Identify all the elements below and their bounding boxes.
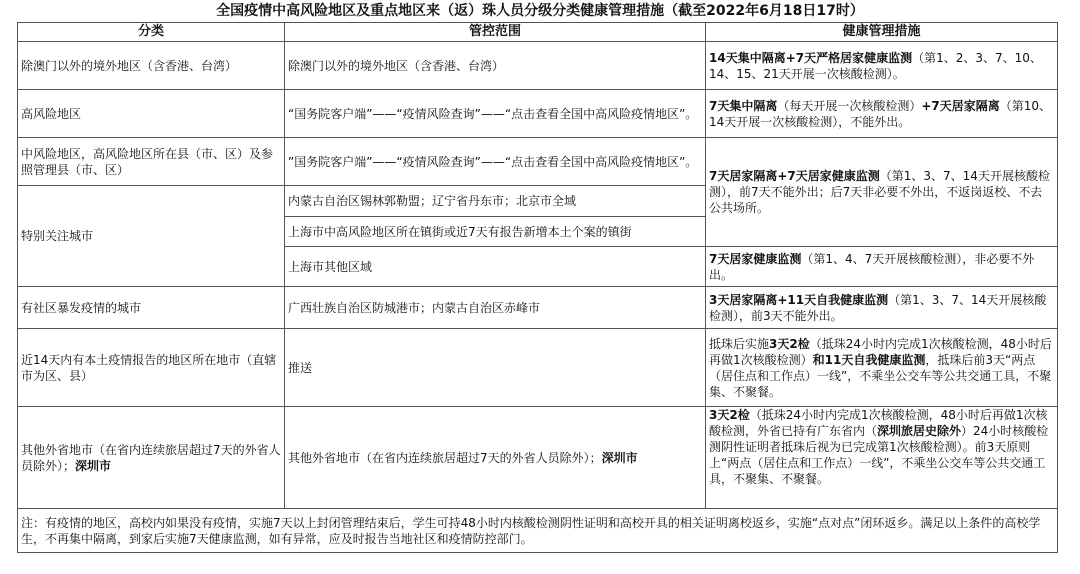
cell-category: 有社区暴发疫情的城市: [18, 287, 285, 329]
cell-category: 除澳门以外的境外地区（含香港、台湾）: [18, 42, 285, 90]
measure-bold: 3天2检: [769, 336, 810, 351]
category-text: 其他外省地市（在省内连续旅居超过7天的外省人员除外）；: [21, 442, 281, 473]
category-bold: 深圳市: [75, 458, 112, 473]
header-category: 分类: [18, 23, 285, 42]
cell-category: [18, 407, 285, 509]
cell-measure: [706, 42, 1058, 90]
cell-scope: 上海市中高风险地区所在镇街或近7天有报告新增本土个案的镇街: [285, 217, 706, 247]
cell-measure-merged: [706, 138, 1058, 247]
measure-bold: 14天集中隔离+7天严格居家健康监测: [709, 50, 913, 65]
policy-table: [17, 22, 1058, 553]
measure-text: （第1、3、7、14天开展核酸检测），前7天不能外出；后7天非必要不外出，不返岗返校、不去公共场所。: [709, 169, 1050, 215]
measure-text: ，抵珠后前3天“两点（居住点和工作点）一线”，不乘坐公交车等公共交通工具，不聚集、不聚餐。: [709, 352, 1052, 399]
table-row: [18, 287, 1058, 329]
cell-measure: [706, 329, 1058, 407]
cell-scope: 除澳门以外的境外地区（含香港、台湾）: [285, 42, 706, 90]
measure-text: ）24小时核酸检测阴性证明者抵珠后视为已完成第1次核酸检测）。前3天原则上“两点（居住点和工作点）一线”，不乘坐公交车等公共交通工具，不聚集、不聚餐。: [709, 424, 1049, 486]
measure-text: （抵珠24小时内完成1次核酸检测，48小时后再做1次核酸检测，外省已持有广东省内（: [709, 408, 1048, 438]
cell-category: 高风险地区: [18, 90, 285, 138]
table-row: [18, 407, 1058, 509]
cell-measure: [706, 247, 1058, 287]
measure-bold: 3天居家隔离+11天自我健康监测: [709, 292, 889, 307]
measure-text: （第1、4、7天开展核酸检测），非必要不外出。: [709, 251, 1035, 282]
cell-category: 近14天内有本土疫情报告的地区所在地市（直辖市为区、县）: [18, 329, 285, 407]
scope-text: 其他外省地市（在省内连续旅居超过7天的外省人员除外）；: [288, 450, 602, 465]
cell-measure: [706, 407, 1058, 509]
cell-scope: “国务院客户端”——“疫情风险查询”——“点击查看全国中高风险疫情地区”。: [285, 90, 706, 138]
measure-bold: 深圳旅居史除外: [877, 424, 962, 438]
table-row: [18, 42, 1058, 90]
cell-scope: ”国务院客户端”——“疫情风险查询”——“点击查看全国中高风险疫情地区”。: [285, 138, 706, 186]
measure-bold: 7天居家隔离+7天居家健康监测: [709, 169, 880, 183]
cell-category: 特别关注城市: [18, 186, 285, 287]
measure-bold: 3天2检: [709, 408, 750, 422]
measure-text: （每天开展一次核酸检测）: [777, 98, 922, 113]
table-row: [18, 329, 1058, 407]
cell-scope: [285, 407, 706, 509]
cell-scope: 广西壮族自治区防城港市；内蒙古自治区赤峰市: [285, 287, 706, 329]
cell-category: 中风险地区，高风险地区所在县（市、区）及参照管理县（市、区）: [18, 138, 285, 186]
page-title: 全国疫情中高风险地区及重点地区来（返）珠人员分级分类健康管理措施（截至2022年6月18日17时）: [216, 3, 864, 19]
cell-scope: 内蒙古自治区锡林郭勒盟；辽宁省丹东市；北京市全域: [285, 186, 706, 217]
header-scope: 管控范围: [285, 23, 706, 42]
measure-text: （第10、14天开展一次核酸检测），不能外出。: [709, 98, 1052, 129]
measure-text: 抵珠后实施: [709, 336, 770, 351]
measure-bold: 7天居家健康监测: [709, 251, 802, 266]
table-row: [18, 138, 1058, 186]
measure-text: （第1、3、7、14天开展核酸检测），前3天不能外出。: [709, 292, 1047, 323]
measure-text: （抵珠24小时内完成1次核酸检测，48小时后再做1次核酸检测）: [709, 336, 1052, 367]
scope-bold: 深圳市: [601, 450, 638, 465]
header-measure: 健康管理措施: [706, 23, 1058, 42]
measure-text: （第1、2、3、7、10、14、15、21天开展一次核酸检测）。: [709, 50, 1042, 81]
cell-scope: 推送: [285, 329, 706, 407]
header-row: [18, 23, 1058, 42]
measure-bold: 7天集中隔离: [709, 98, 778, 113]
cell-measure: [706, 90, 1058, 138]
cell-scope: 上海市其他区域: [285, 247, 706, 287]
note-row: [18, 509, 1058, 553]
note-cell: 注：有疫情的地区，高校内如果没有疫情，实施7天以上封闭管理结束后，学生可持48小时内核酸检测阴性证明和高校开具的相关证明离校返乡，实施“点对点”闭环返乡。满足以上条件的高校学生，不再集中隔离，到家后实施7天健康监测，如有异常，应及时报告当地社区和疫情防控部门。: [18, 509, 1058, 553]
cell-measure: [706, 287, 1058, 329]
measure-bold: +7天居家隔离: [921, 98, 1000, 113]
measure-bold: 和11天自我健康监测: [812, 352, 926, 367]
table-row: [18, 90, 1058, 138]
